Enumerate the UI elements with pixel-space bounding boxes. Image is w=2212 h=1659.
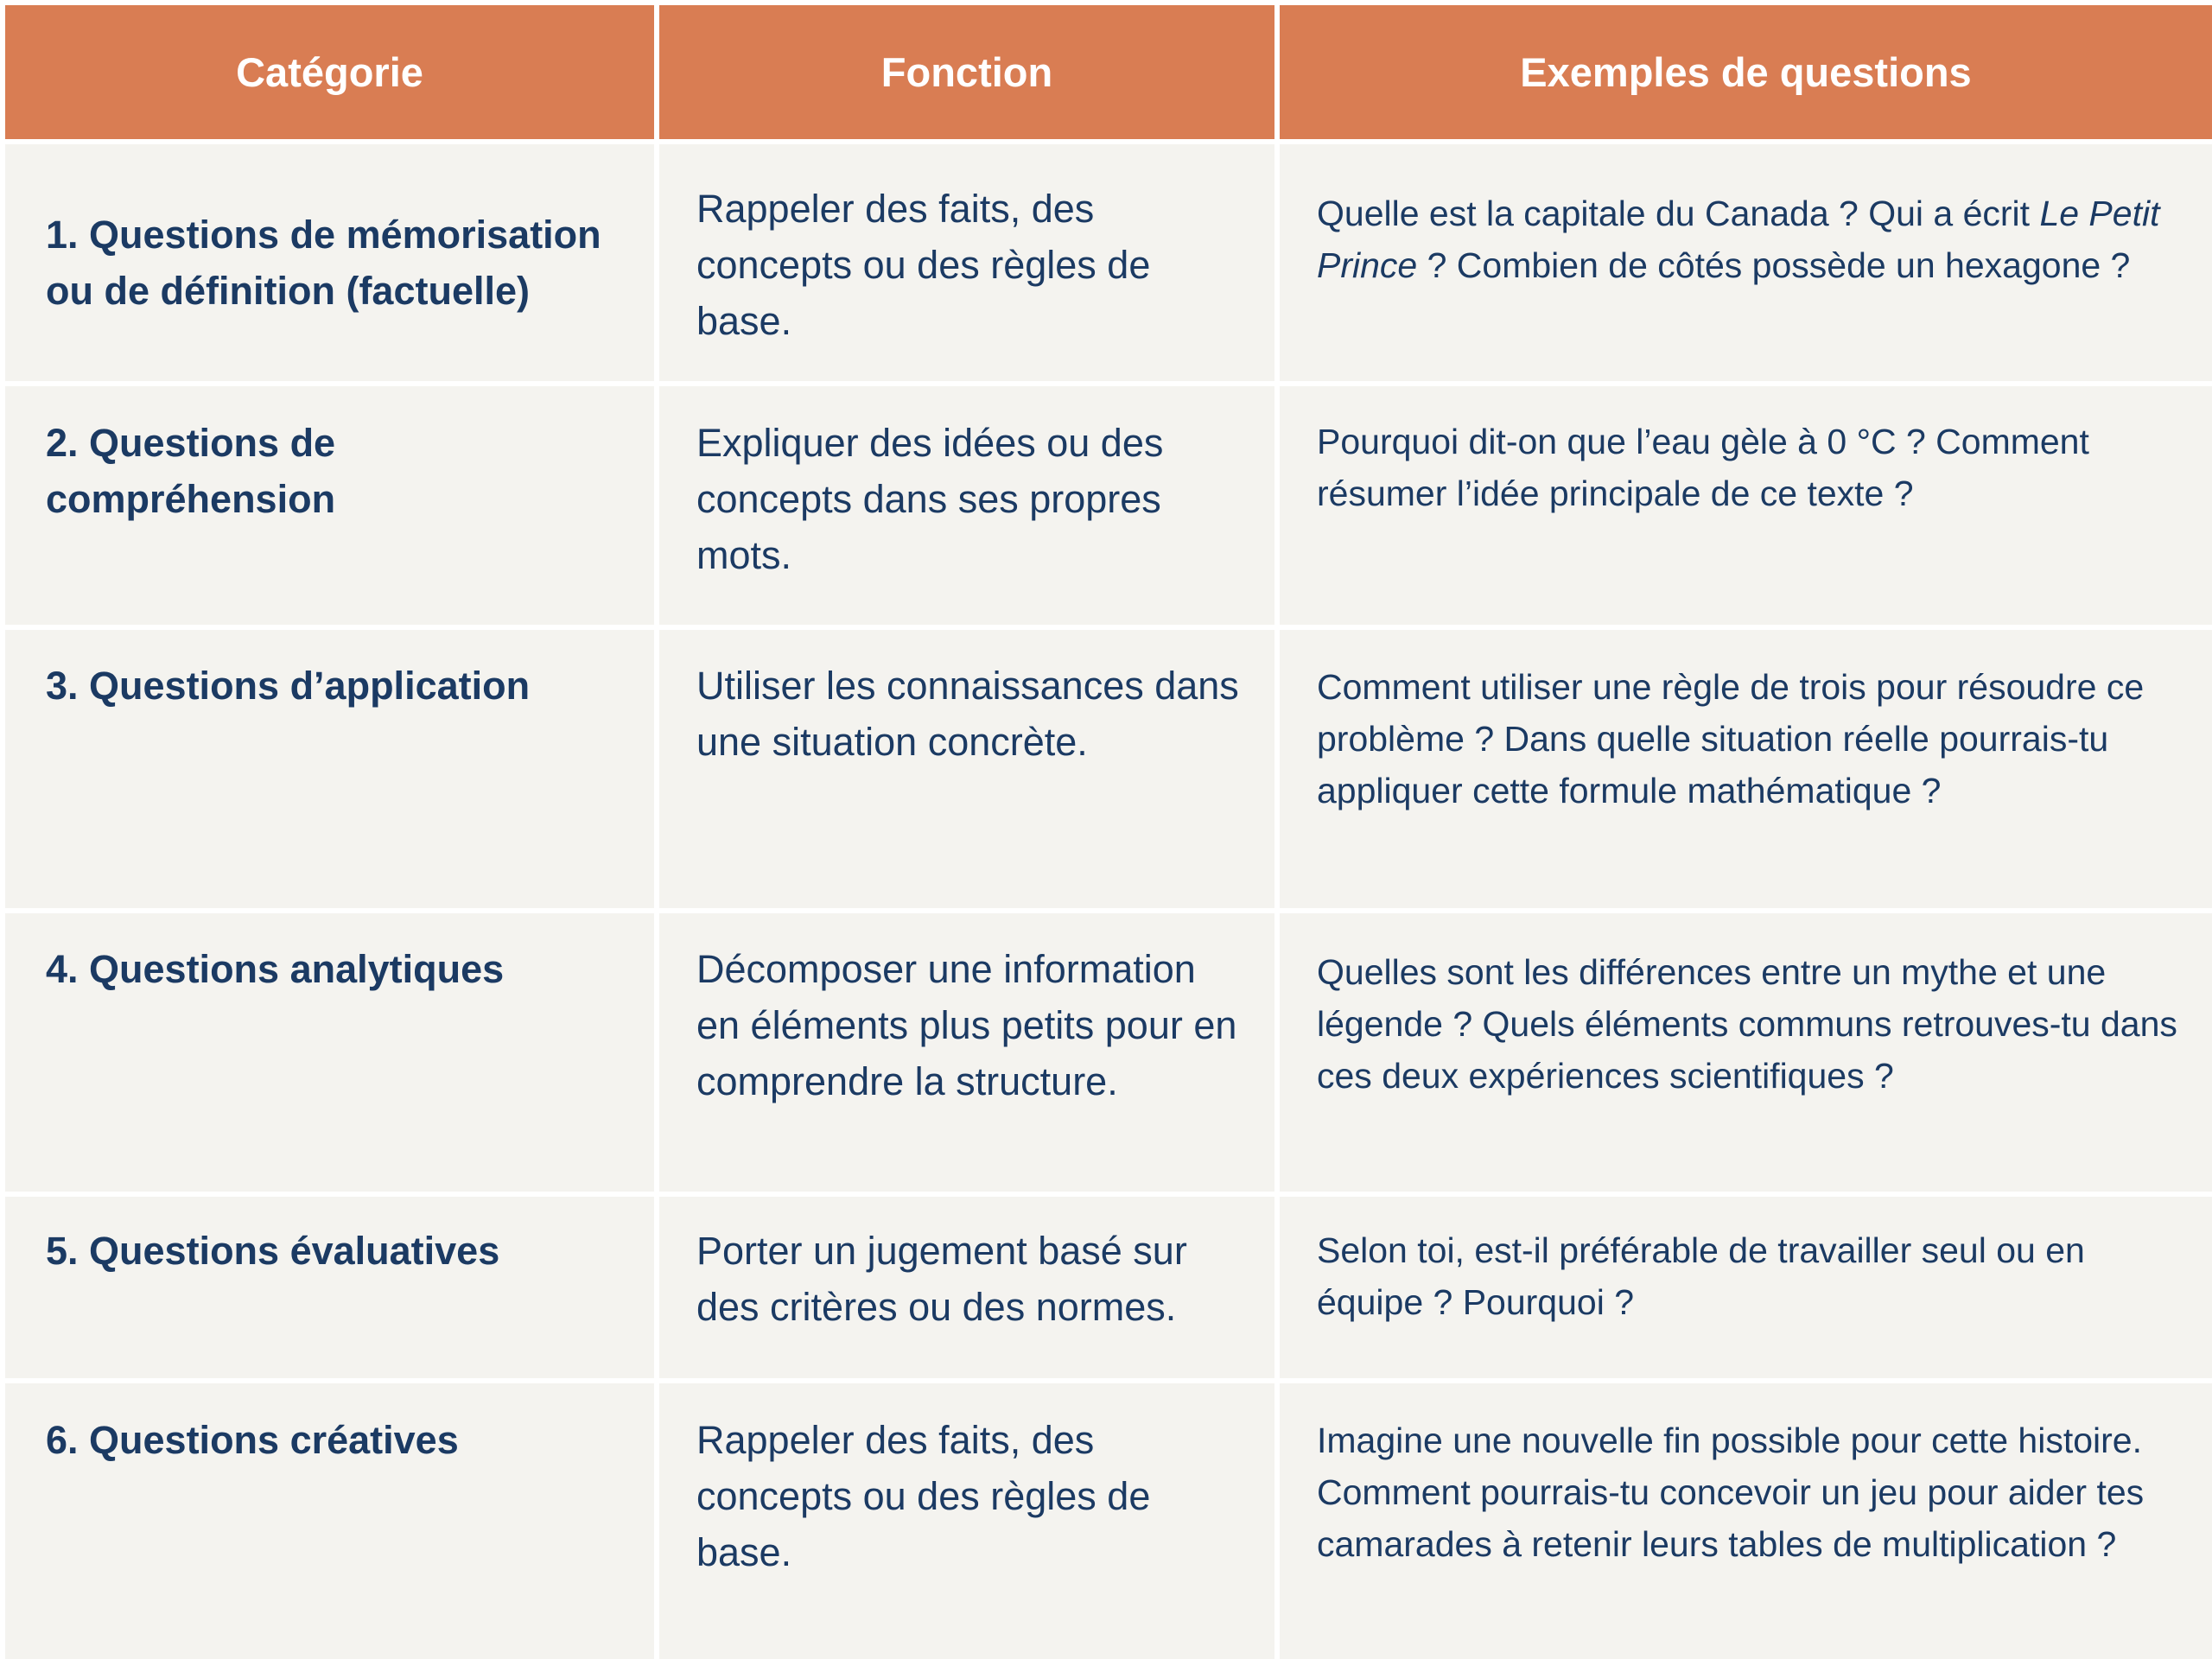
- examples-text: [1317, 188, 2188, 291]
- table-row-4-examples: [1280, 913, 2212, 1197]
- table-row-3-function: [659, 630, 1280, 913]
- table-row-4-function: [659, 913, 1280, 1197]
- table-row-5-category: [0, 1197, 659, 1383]
- function-text: Rappeler des faits, des concepts ou des règles de base.: [696, 187, 1151, 343]
- table-row-3-category: [0, 630, 659, 913]
- examples-text: Pourquoi dit-on que l’eau gèle à 0 °C ? Comment résumer l’idée principale de ce texte ?: [1317, 422, 2089, 513]
- category-text: 5. Questions évaluatives: [46, 1229, 500, 1273]
- category-text: 6. Questions créatives: [46, 1418, 459, 1462]
- book-title: Le Petit Prince: [1317, 194, 2160, 285]
- function-text: Utiliser les connaissances dans une situation concrète.: [696, 664, 1239, 764]
- category-text: 4. Questions analytiques: [46, 947, 505, 991]
- category-text: 3. Questions d’application: [46, 664, 531, 708]
- examples-text: Comment utiliser une règle de trois pour résoudre ce problème ? Dans quelle situation réelle pourrais-tu appliquer cette formule mathématique ?: [1317, 667, 2145, 810]
- function-text: Porter un jugement basé sur des critères ou des normes.: [696, 1229, 1187, 1329]
- examples-text: Quelles sont les différences entre un mythe et une légende ? Quels éléments communs retrouves-tu dans ces deux expériences scientifiques ?: [1317, 952, 2177, 1096]
- header-examples: Exemples de questions: [1280, 0, 2212, 144]
- table-row-1-function: [659, 144, 1280, 386]
- table-row-5-function: [659, 1197, 1280, 1383]
- table-row-6-category: [0, 1383, 659, 1659]
- function-text: Expliquer des idées ou des concepts dans ses propres mots.: [696, 421, 1164, 577]
- table-row-1-category: [0, 144, 659, 386]
- table-row-2-examples: [1280, 386, 2212, 630]
- examples-text: Imagine une nouvelle fin possible pour cette histoire. Comment pourrais-tu concevoir un jeu pour aider tes camarades à retenir leurs tables de multiplication ?: [1317, 1421, 2145, 1564]
- examples-text: Selon toi, est-il préférable de travailler seul ou en équipe ? Pourquoi ?: [1317, 1230, 2085, 1322]
- category-text: 2. Questions de compréhension: [46, 421, 336, 521]
- table-row-4-category: [0, 913, 659, 1197]
- function-text: Décomposer une information en éléments plus petits pour en comprendre la structure.: [696, 947, 1237, 1103]
- function-text: Rappeler des faits, des concepts ou des règles de base.: [696, 1418, 1151, 1574]
- table-row-3-examples: [1280, 630, 2212, 913]
- table-row-6-examples: [1280, 1383, 2212, 1659]
- table-row-2-category: [0, 386, 659, 630]
- table-row-1-examples: [1280, 144, 2212, 386]
- header-function: Fonction: [659, 0, 1280, 144]
- table-row-2-function: [659, 386, 1280, 630]
- table-row-6-function: [659, 1383, 1280, 1659]
- table-row-5-examples: [1280, 1197, 2212, 1383]
- examples-text-before: Quelle est la capitale du Canada ? Qui a écrit: [1317, 194, 2040, 233]
- category-text: 1. Questions de mémorisation ou de définition (factuelle): [46, 213, 601, 313]
- examples-text-after: ? Combien de côtés possède un hexagone ?: [1417, 245, 2131, 285]
- header-category: Catégorie: [0, 0, 659, 144]
